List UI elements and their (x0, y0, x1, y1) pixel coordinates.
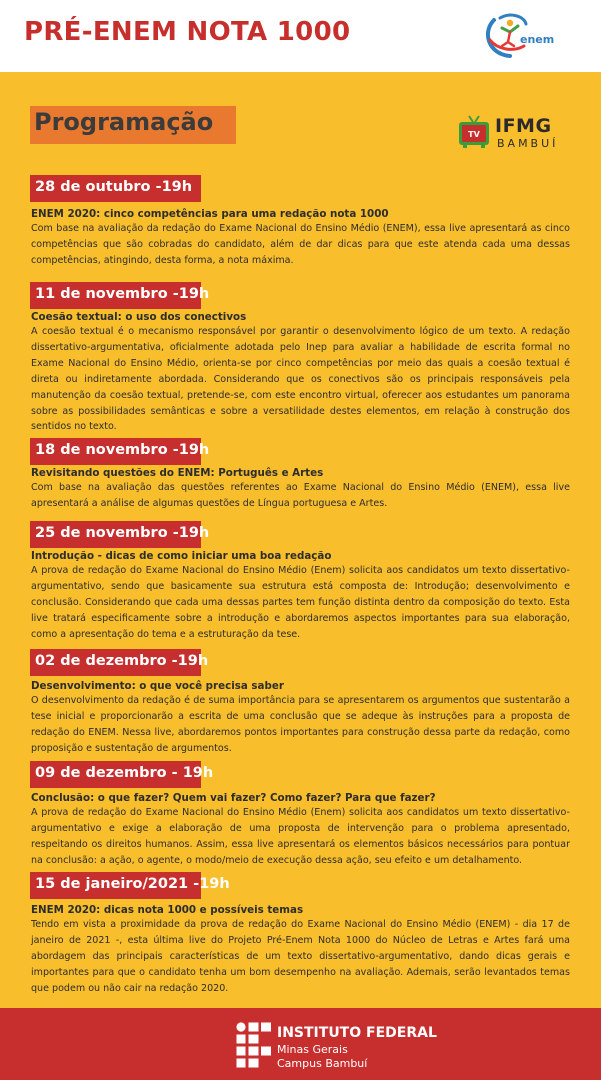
ifmg-name: IFMG (495, 115, 552, 137)
event-description: A prova de redação do Exame Nacional do Ensino Médio (Enem) solicita aos candidatos um texto dissertativo-argumentativo e exige a elaboração de uma proposta de intervenção para o problema apresentado, respeitando os direitos humanos. Assim, essa live apresentará os elementos básicos necessários para pontuar na conclusão: a ação, o agente, o modo/meio de execução dessa ação, seu efeito e um detalhamento. (31, 807, 570, 866)
event-description: Com base na avaliação da redação do Exame Nacional do Ensino Médio (ENEM), essa live apresentará as cinco competências que são cobradas do candidato, além de dar dicas para que este atenda cada uma dessas competências, atingindo, desta forma, a nota máxima. (31, 223, 570, 266)
event-title: Conclusão: o que fazer? Quem vai fazer? Como fazer? Para que fazer? (31, 792, 436, 804)
event-description: A coesão textual é o mecanismo responsável por garantir o desenvolvimento lógico de um texto. A redação dissertativo-argumentativa, oficialmente adotada pelo Inep para avaliar a habilidade de escrita formal no Exame Nacional do Ensino Médio, orienta-se por cinco competências por meio das quais a coesão textual é direta ou indiretamente abordada. Considerando que os conectivos são os principais responsáveis pela manutenção da coesão textual, pretende-se, com este encontro virtual, oferecer aos estudantes um panorama sobre as possibilidades semânticas e sobre a versatilidade destes elementos, em relação à construção dos sentidos no texto. (31, 326, 570, 433)
event-date: 15 de janeiro/2021 -19h (35, 876, 230, 892)
enem-logo-text: enem (520, 33, 555, 46)
page-title: PRÉ-ENEM NOTA 1000 (24, 17, 351, 47)
event-date: 28 de outubro -19h (35, 179, 193, 195)
event-item (31, 549, 570, 643)
event-item (31, 903, 570, 997)
event-title: Revisitando questões do ENEM: Português e Artes (31, 467, 324, 479)
event-date: 02 de dezembro -19h (35, 653, 209, 669)
event-date-badge (30, 761, 214, 788)
event-date-badge (30, 872, 230, 899)
event-description: Tendo em vista a proximidade da prova de redação do Exame Nacional do Ensino Médio (ENEM) - dia 17 de janeiro de 2021 -, esta última live do Projeto Pré-Enem Nota 1000 do Núcleo de Letras e Artes fará uma abordagem das principais características de um texto dissertativo-argumentativo, dando dicas gerais e importantes para que o candidato tenha um bom desempenho na avaliação. Ademais, serão levantados temas que podem ou não cair na redação 2020. (31, 919, 570, 994)
event-title: ENEM 2020: dicas nota 1000 e possíveis temas (31, 904, 304, 916)
event-date-badge (30, 521, 210, 548)
event-date-badge (30, 438, 210, 465)
event-date: 09 de dezembro - 19h (35, 765, 214, 781)
event-date-badge (30, 175, 201, 202)
footer-state: Minas Gerais (277, 1043, 348, 1056)
event-title: Introdução - dicas de como iniciar uma boa redação (31, 550, 332, 562)
event-item (31, 679, 570, 757)
instituto-federal-logo-icon (236, 1022, 271, 1068)
event-item (31, 310, 570, 435)
tv-label: TV (468, 130, 480, 139)
event-item (31, 207, 570, 269)
header-bar (0, 0, 601, 72)
footer-bar (0, 1008, 601, 1080)
event-date: 11 de novembro -19h (35, 286, 210, 302)
event-title: Desenvolvimento: o que você precisa saber (31, 680, 284, 692)
event-item (31, 791, 570, 869)
event-description: O desenvolvimento da redação é de suma importância para se apresentarem os argumentos que sustentarão a tese inicial e proporcionarão a escrita de uma conclusão que se adeque às instruções para a proposta de redação do ENEM. Nessa live, abordaremos pontos importantes para construção dessa parte da redação, como proposição e sustentação de argumentos. (31, 695, 570, 754)
event-description: Com base na avaliação das questões referentes ao Exame Nacional do Ensino Médio (ENEM), essa live apresentará a análise de algumas questões de Língua portuguesa e Artes. (31, 482, 570, 509)
ifmg-tv-logo (458, 113, 568, 153)
event-date: 25 de novembro -19h (35, 525, 210, 541)
event-title: ENEM 2020: cinco competências para uma redação nota 1000 (31, 208, 389, 220)
event-item (31, 466, 570, 512)
event-date: 18 de novembro -19h (35, 442, 210, 458)
tv-icon (458, 115, 490, 149)
ifmg-campus: BAMBUÍ (497, 137, 559, 150)
section-title: Programação (34, 108, 214, 136)
event-title: Coesão textual: o uso dos conectivos (31, 311, 247, 323)
footer-institution-name: INSTITUTO FEDERAL (277, 1025, 437, 1041)
footer-campus: Campus Bambuí (277, 1057, 368, 1070)
event-date-badge (30, 282, 210, 309)
event-description: A prova de redação do Exame Nacional do Ensino Médio (Enem) solicita aos candidatos um texto dissertativo-argumentativo, sendo que basicamente sua estrutura está composta de: Introdução; desenvolvimento e conclusão. Considerando que cada uma dessas partes tem função distinta dentro da composição do texto. Esta live tratará especificamente sobre a introdução e abordaremos aspectos importantes para sua elaboração, como a apresentação do tema e a estruturação da tese. (31, 565, 570, 640)
event-date-badge (30, 649, 209, 676)
